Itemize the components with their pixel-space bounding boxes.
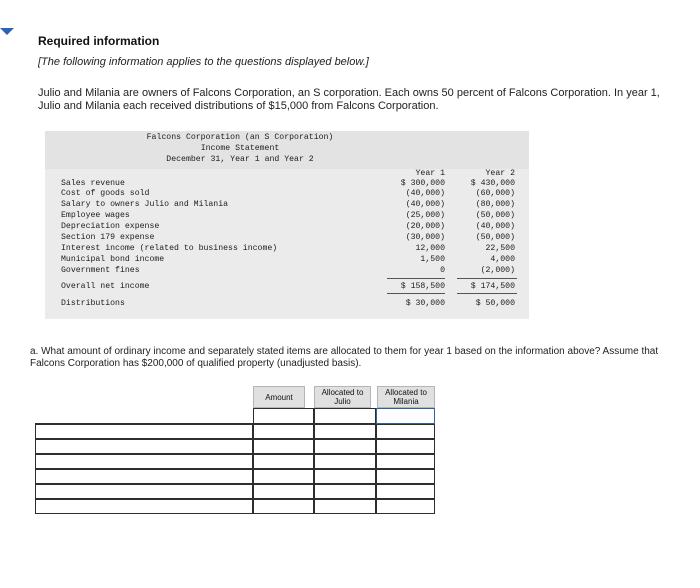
statement-company: Falcons Corporation (an S Corporation) (146, 133, 334, 142)
value-y2: (2,000) (480, 266, 515, 275)
item-name-input[interactable] (35, 454, 253, 469)
julio-input[interactable] (314, 424, 376, 439)
value-y2: $ 50,000 (475, 299, 515, 308)
value-y1: 0 (440, 266, 445, 275)
amount-input[interactable] (253, 454, 314, 469)
julio-input[interactable] (314, 408, 376, 424)
item-name-input[interactable] (35, 469, 253, 484)
header-allocated-milania: Allocated to Milania (377, 386, 435, 408)
subtotal-underline (457, 278, 517, 279)
item-name-input[interactable] (35, 424, 253, 439)
amount-input[interactable] (253, 484, 314, 499)
value-y2: $ 174,500 (470, 282, 515, 291)
value-y2: (80,000) (475, 200, 515, 209)
value-y1: (40,000) (405, 200, 445, 209)
value-y1: $ 30,000 (405, 299, 445, 308)
amount-input[interactable] (253, 469, 314, 484)
item-name-input[interactable] (35, 439, 253, 454)
julio-input[interactable] (314, 484, 376, 499)
answer-table (35, 386, 435, 516)
row-label-section-179: Section 179 expense (61, 233, 155, 242)
value-y2: 22,500 (485, 244, 515, 253)
information-note: [The following information applies to the questions displayed below.] (38, 56, 369, 68)
subtotal-underline (387, 278, 445, 279)
header-amount: Amount (253, 386, 305, 408)
statement-date: December 31, Year 1 and Year 2 (166, 155, 314, 164)
amount-input[interactable] (253, 408, 314, 424)
ordinary-income-row (35, 408, 253, 424)
row-label-distributions: Distributions (61, 299, 125, 308)
row-label-depreciation: Depreciation expense (61, 222, 160, 231)
statement-title: Income Statement (200, 144, 280, 153)
row-label-salary: Salary to owners Julio and Milania (61, 200, 229, 209)
value-y2: $ 430,000 (470, 179, 515, 188)
value-y2: (50,000) (475, 211, 515, 220)
value-y2: (40,000) (475, 222, 515, 231)
milania-input[interactable] (376, 424, 435, 439)
amount-input[interactable] (253, 499, 314, 514)
milania-input[interactable] (376, 484, 435, 499)
milania-input[interactable] (376, 499, 435, 514)
collapse-chevron-icon[interactable] (0, 28, 14, 35)
statement-header (45, 131, 529, 169)
income-statement-table (45, 169, 529, 319)
value-y1: (25,000) (405, 211, 445, 220)
required-information-title: Required information (38, 34, 160, 48)
milania-input[interactable] (376, 408, 435, 424)
row-label-cogs: Cost of goods sold (61, 189, 150, 198)
column-year-2: Year 2 (485, 169, 515, 178)
value-y1: (40,000) (405, 189, 445, 198)
milania-input[interactable] (376, 439, 435, 454)
header-allocated-julio: Allocated to Julio (314, 386, 371, 408)
intro-paragraph: Julio and Milania are owners of Falcons Corporation, an S corporation. Each owns 50 percent of Falcons Corporation. In year 1, Julio and Milania each received distributions of $15,000 from Falcons Corporation. (38, 87, 660, 112)
question-a: a. What amount of ordinary income and separately stated items are allocated to them for year 1 based on the information above? Assume that Falcons Corporation has $200,000 of qualified property (unadjusted basis). (30, 346, 659, 369)
milania-input[interactable] (376, 454, 435, 469)
row-label-sales-revenue: Sales revenue (61, 179, 125, 188)
value-y1: $ 158,500 (400, 282, 445, 291)
item-name-input[interactable] (35, 484, 253, 499)
row-label-government-fines: Government fines (61, 266, 140, 275)
value-y1: (30,000) (405, 233, 445, 242)
total-underline (387, 293, 445, 294)
julio-input[interactable] (314, 499, 376, 514)
item-name-input[interactable] (35, 499, 253, 514)
amount-input[interactable] (253, 439, 314, 454)
value-y1: 12,000 (415, 244, 445, 253)
value-y1: $ 300,000 (400, 179, 445, 188)
row-label-interest-income: Interest income (related to business income) (61, 244, 278, 253)
milania-input[interactable] (376, 469, 435, 484)
value-y2: (50,000) (475, 233, 515, 242)
julio-input[interactable] (314, 469, 376, 484)
julio-input[interactable] (314, 439, 376, 454)
value-y2: (60,000) (475, 189, 515, 198)
value-y2: 4,000 (490, 255, 515, 264)
row-label-employee-wages: Employee wages (61, 211, 130, 220)
column-year-1: Year 1 (415, 169, 445, 178)
amount-input[interactable] (253, 424, 314, 439)
total-underline (457, 293, 517, 294)
row-label-municipal-bond: Municipal bond income (61, 255, 165, 264)
row-label-net-income: Overall net income (61, 282, 150, 291)
value-y1: 1,500 (420, 255, 445, 264)
julio-input[interactable] (314, 454, 376, 469)
value-y1: (20,000) (405, 222, 445, 231)
